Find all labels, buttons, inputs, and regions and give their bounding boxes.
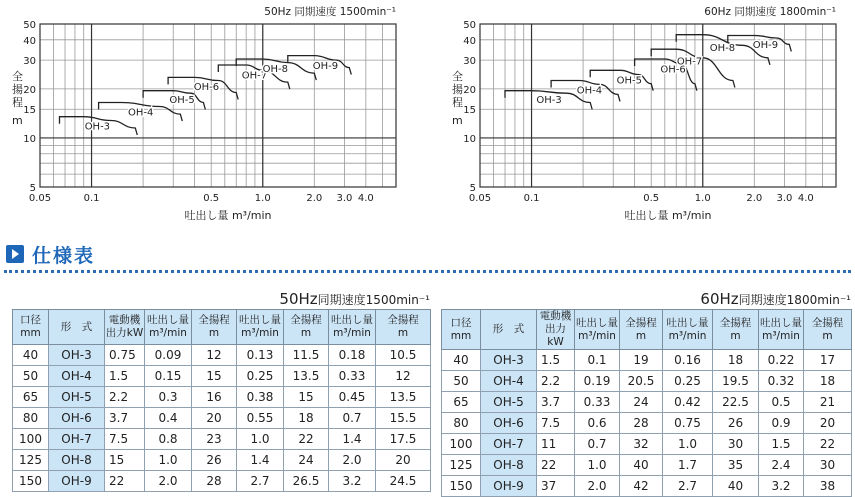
- table-cell: 23: [192, 429, 237, 450]
- table-cell: 1.4: [329, 429, 376, 450]
- model-cell: OH-3: [49, 345, 105, 366]
- model-cell: OH-3: [481, 350, 537, 371]
- table-cell: 26: [713, 413, 759, 434]
- table-cell: 3.2: [759, 476, 804, 497]
- series-label: OH-9: [312, 60, 339, 72]
- table-cell: 22: [804, 434, 852, 455]
- series-label: OH-4: [127, 107, 154, 119]
- table-cell: 42: [620, 476, 663, 497]
- table-cell: 1.4: [237, 450, 284, 471]
- table-header-cell: 全揚程 m: [284, 310, 329, 345]
- table-cell: 15.5: [376, 408, 431, 429]
- table-cell: 1.0: [145, 450, 192, 471]
- x-tick-label: 0.05: [468, 193, 492, 204]
- table-cell: 38: [804, 476, 852, 497]
- table-cell: 0.25: [663, 371, 713, 392]
- table-cell: 0.75: [663, 413, 713, 434]
- table-header-cell: 全揚程 m: [376, 310, 431, 345]
- table-cell: 0.45: [329, 387, 376, 408]
- table-header-cell: 形 式: [481, 310, 537, 350]
- table-cell: 32: [620, 434, 663, 455]
- table-cell: 0.13: [237, 345, 284, 366]
- spec-table: [441, 309, 852, 497]
- y-tick-label: 40: [463, 35, 476, 47]
- table-cell: 0.33: [575, 392, 620, 413]
- table-cell: 0.8: [145, 429, 192, 450]
- spec-section-header: [6, 240, 95, 268]
- table-cell: 0.15: [145, 366, 192, 387]
- table-cell: 125: [13, 450, 49, 471]
- table-cell: 7.5: [537, 413, 575, 434]
- table-cell: 0.32: [759, 371, 804, 392]
- table-row: [442, 392, 852, 413]
- table-cell: 0.7: [329, 408, 376, 429]
- table-header-cell: 口径 mm: [442, 310, 481, 350]
- table-cell: 24: [620, 392, 663, 413]
- table-cell: 0.7: [575, 434, 620, 455]
- caption-hz: 50Hz: [279, 290, 318, 308]
- table-cell: 1.0: [575, 455, 620, 476]
- x-tick-label: 2.0: [746, 193, 763, 204]
- table-cell: 21: [804, 392, 852, 413]
- table-header-cell: 電動機 出力kW: [105, 310, 145, 345]
- y-tick-label: 5: [469, 183, 476, 194]
- table-cell: 40: [620, 455, 663, 476]
- series-label: OH-6: [193, 81, 220, 93]
- table-cell: 35: [713, 455, 759, 476]
- table-cell: 0.9: [759, 413, 804, 434]
- table-cell: 19: [620, 350, 663, 371]
- x-axis-label: 吐出し量 m³/min: [184, 209, 272, 222]
- table-cell: 24.5: [376, 471, 431, 492]
- table-cell: 30: [713, 434, 759, 455]
- y-tick-label: 5: [29, 183, 36, 194]
- table-cell: 37: [537, 476, 575, 497]
- series-label: OH-6: [660, 64, 686, 76]
- table-cell: 3.7: [537, 392, 575, 413]
- table-cell: 19.5: [713, 371, 759, 392]
- table-cell: 50: [13, 366, 49, 387]
- series-label: OH-8: [262, 63, 288, 75]
- x-axis-label: 吐出し量 m³/min: [624, 209, 712, 222]
- table-header-row: [13, 310, 431, 345]
- table-cell: 0.18: [329, 345, 376, 366]
- table-row: [442, 434, 852, 455]
- table-cell: 18: [284, 408, 329, 429]
- table-cell: 2.0: [575, 476, 620, 497]
- plot-frame: [40, 24, 396, 187]
- caption-speed: 同期速度1500min⁻¹: [317, 293, 430, 307]
- series-label: OH-3: [84, 121, 111, 133]
- table-cell: 40: [13, 345, 49, 366]
- table-cell: 80: [442, 413, 481, 434]
- table-cell: 2.4: [759, 455, 804, 476]
- table-cell: 13.5: [284, 366, 329, 387]
- table-cell: 0.42: [663, 392, 713, 413]
- table-cell: 20: [804, 413, 852, 434]
- table-header-cell: 吐出し量 m³/min: [237, 310, 284, 345]
- table-cell: 2.0: [329, 450, 376, 471]
- table-cell: 100: [442, 434, 481, 455]
- table-header-cell: 全揚程 m: [713, 310, 759, 350]
- table-cell: 18: [713, 350, 759, 371]
- x-tick-label: 3.0: [776, 193, 793, 204]
- table-cell: 0.38: [237, 387, 284, 408]
- table-cell: 65: [442, 392, 481, 413]
- table-cell: 0.16: [663, 350, 713, 371]
- table-header-cell: 全揚程 m: [620, 310, 663, 350]
- table-cell: 22: [284, 429, 329, 450]
- table-cell: 13.5: [376, 387, 431, 408]
- series-label: OH-5: [169, 94, 195, 106]
- y-tick-label: 20: [463, 84, 476, 96]
- table-cell: 16: [192, 387, 237, 408]
- table-cell: 0.09: [145, 345, 192, 366]
- chart-60hz: [440, 0, 855, 232]
- table-header-cell: 口径 mm: [13, 310, 49, 345]
- table-cell: 0.6: [575, 413, 620, 434]
- table-cell: 0.22: [759, 350, 804, 371]
- table-cell: 3.7: [105, 408, 145, 429]
- table-cell: 20.5: [620, 371, 663, 392]
- table-header-cell: 全揚程 m: [192, 310, 237, 345]
- model-cell: OH-5: [49, 387, 105, 408]
- chart-title: 50Hz 同期速度 1500min⁻¹: [264, 6, 396, 18]
- table-cell: 2.2: [537, 371, 575, 392]
- model-cell: OH-9: [49, 471, 105, 492]
- table-cell: 1.5: [759, 434, 804, 455]
- y-axis-label: 全揚程 m: [452, 70, 463, 127]
- model-cell: OH-6: [481, 413, 537, 434]
- table-cell: 2.2: [105, 387, 145, 408]
- y-tick-label: 10: [463, 133, 476, 145]
- table-cell: 22: [537, 455, 575, 476]
- table-row: [13, 471, 431, 492]
- table-cell: 0.5: [759, 392, 804, 413]
- table-cell: 1.7: [663, 455, 713, 476]
- y-tick-label: 30: [463, 56, 476, 68]
- spec-table-50hz: [12, 290, 430, 492]
- y-tick-label: 50: [23, 20, 36, 31]
- model-cell: OH-7: [481, 434, 537, 455]
- series-label: OH-4: [576, 85, 603, 97]
- caption-speed: 同期速度1800min⁻¹: [738, 293, 851, 307]
- table-cell: 22: [105, 471, 145, 492]
- table-header-cell: 吐出し量 m³/min: [759, 310, 804, 350]
- table-header-row: [442, 310, 852, 350]
- table-cell: 40: [713, 476, 759, 497]
- table-header-cell: 吐出し量 m³/min: [145, 310, 192, 345]
- table-cell: 15: [284, 387, 329, 408]
- y-tick-label: 20: [23, 84, 36, 96]
- table-row: [13, 408, 431, 429]
- table-cell: 17: [804, 350, 852, 371]
- arrow-right-icon: [6, 245, 24, 263]
- table-cell: 12: [376, 366, 431, 387]
- table-cell: 150: [442, 476, 481, 497]
- table-header-cell: 全揚程 m: [804, 310, 852, 350]
- table-cell: 3.2: [329, 471, 376, 492]
- plot-frame: [480, 24, 836, 187]
- table-cell: 2.7: [663, 476, 713, 497]
- x-tick-label: 0.05: [28, 193, 52, 204]
- table-cell: 26: [192, 450, 237, 471]
- x-tick-label: 0.1: [83, 193, 100, 204]
- table-row: [13, 429, 431, 450]
- table-cell: 1.0: [663, 434, 713, 455]
- model-cell: OH-4: [49, 366, 105, 387]
- table-row: [442, 413, 852, 434]
- model-cell: OH-4: [481, 371, 537, 392]
- spec-section-title: 仕様表: [32, 244, 96, 267]
- table-cell: 40: [442, 350, 481, 371]
- table-row: [13, 450, 431, 471]
- table-cell: 0.25: [237, 366, 284, 387]
- table-caption-50hz: [12, 290, 430, 309]
- table-cell: 80: [13, 408, 49, 429]
- y-tick-label: 15: [23, 105, 36, 117]
- table-row: [13, 345, 431, 366]
- table-caption-60hz: [441, 290, 851, 309]
- x-tick-label: 4.0: [797, 193, 814, 204]
- series-label: OH-7: [676, 56, 703, 68]
- table-header-cell: 吐出し量 m³/min: [575, 310, 620, 350]
- series-label: OH-8: [709, 42, 736, 54]
- chart-60hz-svg: [440, 0, 855, 232]
- table-cell: 0.1: [575, 350, 620, 371]
- x-tick-label: 1.0: [254, 193, 271, 204]
- table-cell: 0.3: [145, 387, 192, 408]
- chart-50hz-svg: [0, 0, 425, 232]
- table-cell: 20: [376, 450, 431, 471]
- x-tick-label: 0.1: [523, 193, 540, 204]
- table-cell: 22.5: [713, 392, 759, 413]
- table-cell: 65: [13, 387, 49, 408]
- table-cell: 150: [13, 471, 49, 492]
- table-cell: 18: [804, 371, 852, 392]
- y-tick-label: 30: [23, 56, 36, 68]
- table-header-cell: 形 式: [49, 310, 105, 345]
- table-cell: 28: [192, 471, 237, 492]
- table-cell: 12: [192, 345, 237, 366]
- table-cell: 11.5: [284, 345, 329, 366]
- table-cell: 125: [442, 455, 481, 476]
- table-cell: 0.55: [237, 408, 284, 429]
- table-row: [442, 455, 852, 476]
- x-tick-label: 1.0: [694, 193, 711, 204]
- y-tick-label: 15: [463, 105, 476, 117]
- table-cell: 10.5: [376, 345, 431, 366]
- table-cell: 0.33: [329, 366, 376, 387]
- model-cell: OH-9: [481, 476, 537, 497]
- table-cell: 7.5: [105, 429, 145, 450]
- series-label: OH-5: [616, 75, 642, 87]
- chart-50hz: [0, 0, 425, 232]
- table-row: [442, 350, 852, 371]
- table-cell: 1.0: [237, 429, 284, 450]
- series-label: OH-3: [536, 94, 562, 106]
- table-cell: 50: [442, 371, 481, 392]
- series-label: OH-9: [752, 39, 779, 51]
- table-row: [442, 476, 852, 497]
- x-tick-label: 2.0: [306, 193, 323, 204]
- table-cell: 15: [105, 450, 145, 471]
- table-cell: 24: [284, 450, 329, 471]
- y-tick-label: 10: [23, 133, 36, 145]
- y-tick-label: 50: [463, 20, 476, 31]
- table-cell: 15: [192, 366, 237, 387]
- chart-title: 60Hz 同期速度 1800min⁻¹: [704, 6, 836, 18]
- table-cell: 30: [804, 455, 852, 476]
- table-cell: 2.7: [237, 471, 284, 492]
- model-cell: OH-6: [49, 408, 105, 429]
- series-label: OH-7: [241, 70, 268, 82]
- table-cell: 0.4: [145, 408, 192, 429]
- table-row: [442, 371, 852, 392]
- table-cell: 20: [192, 408, 237, 429]
- table-cell: 100: [13, 429, 49, 450]
- model-cell: OH-8: [49, 450, 105, 471]
- caption-hz: 60Hz: [700, 290, 739, 308]
- table-cell: 1.5: [105, 366, 145, 387]
- table-header-cell: 吐出し量 m³/min: [663, 310, 713, 350]
- section-divider: [4, 270, 851, 273]
- table-header-cell: 吐出し量 m³/min: [329, 310, 376, 345]
- table-cell: 0.19: [575, 371, 620, 392]
- table-cell: 11: [537, 434, 575, 455]
- y-axis-label: 全揚程 m: [12, 70, 23, 127]
- table-cell: 1.5: [537, 350, 575, 371]
- table-cell: 26.5: [284, 471, 329, 492]
- table-cell: 0.75: [105, 345, 145, 366]
- table-cell: 2.0: [145, 471, 192, 492]
- x-tick-label: 3.0: [336, 193, 353, 204]
- table-header-cell: 電動機 出力kW: [537, 310, 575, 350]
- x-tick-label: 4.0: [357, 193, 374, 204]
- table-cell: 17.5: [376, 429, 431, 450]
- spec-table-60hz: [441, 290, 851, 497]
- x-tick-label: 0.5: [203, 193, 220, 204]
- table-row: [13, 387, 431, 408]
- table-row: [13, 366, 431, 387]
- model-cell: OH-8: [481, 455, 537, 476]
- model-cell: OH-5: [481, 392, 537, 413]
- x-tick-label: 0.5: [643, 193, 660, 204]
- spec-table: [12, 309, 431, 492]
- table-cell: 28: [620, 413, 663, 434]
- model-cell: OH-7: [49, 429, 105, 450]
- y-tick-label: 40: [23, 35, 36, 47]
